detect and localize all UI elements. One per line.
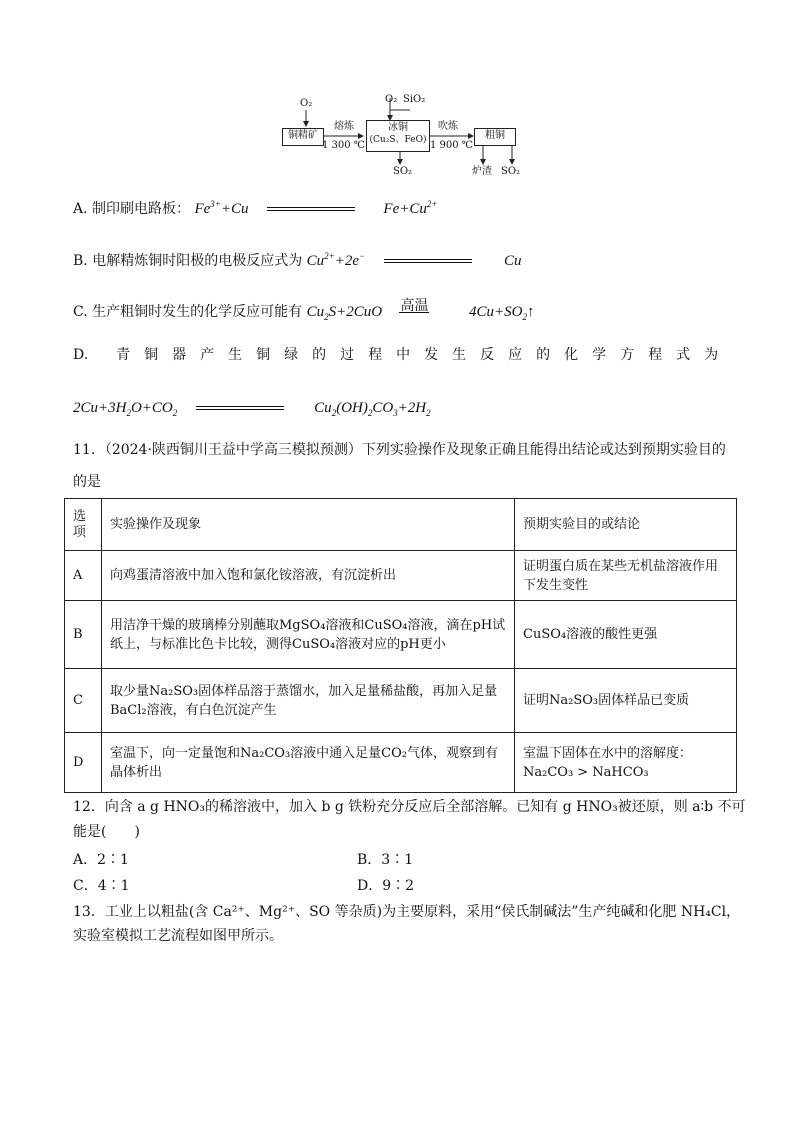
row-result-line2: Na₂CO₃ > NaHCO₃: [523, 764, 649, 780]
table-row: [65, 733, 737, 793]
option-d-equation: [73, 398, 431, 418]
row-option: B: [65, 601, 102, 669]
option-b-reactants: $Cu^{2+}+2e^-$: [306, 251, 366, 269]
step1-name: 熔炼: [334, 121, 354, 132]
option-d: [73, 345, 718, 365]
matte-label: 冰铜: [388, 122, 408, 133]
row-operation: 取少量Na₂SO₃固体样品溶于蒸馏水，加入足量稀盐酸，再加入足量BaCl₂溶液，有白色沉淀产生: [102, 669, 515, 733]
so2-output-crude: SO₂: [501, 166, 521, 177]
sio2-input: SiO₂: [403, 94, 426, 105]
row-result: 证明Na₂SO₃固体样品已变质: [515, 669, 737, 733]
header-operation: 实验操作及现象: [102, 499, 515, 551]
option-d-text: D. 青 铜 器 产 生 铜 绿 的 过 程 中 发 生 反 应 的 化 学 方 程 式 为: [73, 347, 719, 363]
q12-choice-c: C．4∶1: [73, 878, 130, 894]
o2-input: O₂: [385, 94, 398, 105]
matte-composition: (Cu₂S、FeO): [369, 135, 427, 145]
reaction-condition: [393, 297, 455, 314]
matte-box: [366, 120, 430, 152]
slag-output: 炉渣: [472, 166, 492, 177]
table-header-row: [65, 499, 737, 551]
row-result-line1: 室温下固体在水中的溶解度：: [523, 745, 693, 761]
q12-stem-end: 能是( ): [73, 824, 140, 840]
q13-stem-end: 实验室模拟工艺流程如图甲所示。: [73, 928, 283, 944]
q12-stem: 12．向含 a g HNO₃的稀溶液中，加入 b g 铁粉充分反应后全部溶解。已知有 g HNO₃被还原，则 a∶b 不可: [73, 799, 746, 815]
row-operation: 用洁净干燥的玻璃棒分别蘸取MgSO₄溶液和CuSO₄溶液，滴在pH试纸上，与标准比色卡比较，测得CuSO₄溶液对应的pH更小: [102, 601, 515, 669]
option-c-reactants: $Cu_2S+2CuO$: [306, 304, 383, 322]
crude-copper-box: [474, 128, 516, 146]
crude-copper-label: 粗铜: [485, 130, 505, 141]
o2-input-left: O₂: [300, 98, 313, 109]
option-b-products: Cu: [504, 253, 522, 269]
ore-label: 铜精矿: [288, 130, 318, 141]
option-a-reactants: $Fe^{3+}+Cu$: [194, 199, 249, 217]
step1-temperature: 1 300 ℃: [322, 140, 365, 151]
table-row: [65, 669, 737, 733]
row-result: CuSO₄溶液的酸性更强: [515, 601, 737, 669]
row-option: A: [65, 551, 102, 601]
equals-sign: [267, 207, 355, 211]
option-a-products: $Fe+Cu^{2+}$: [383, 199, 438, 217]
high-temperature-label: 高温: [400, 297, 429, 314]
q12-choice-d: D．9∶2: [357, 878, 415, 894]
step2-temperature: 1 900 ℃: [430, 140, 473, 151]
ore-box: [282, 128, 324, 146]
q13-stem: 13．工业上以粗盐(含 Ca²⁺、Mg²⁺、SO 等杂质)为主要原料，采用“侯氏制碱法”生产纯碱和化肥 NH₄Cl，: [73, 904, 741, 920]
option-d-reactants: $2Cu+3H_2O+CO_2$: [73, 400, 178, 418]
row-operation: 向鸡蛋清溶液中加入饱和氯化铵溶液，有沉淀析出: [102, 551, 515, 601]
option-a-text: A. 制印刷电路板：: [73, 201, 191, 217]
row-option: D: [65, 733, 102, 793]
option-c-text: C. 生产粗铜时发生的化学反应可能有: [73, 304, 303, 320]
table-row: [65, 551, 737, 601]
q11-table: [64, 498, 737, 793]
header-result: 预期实验目的或结论: [515, 499, 737, 551]
table-row: [65, 601, 737, 669]
row-operation: 室温下，向一定量饱和Na₂CO₃溶液中通入足量CO₂气体，观察到有晶体析出: [102, 733, 515, 793]
equals-sign: [384, 259, 472, 263]
option-a: [73, 199, 437, 219]
q11-stem: 11．（2024·陕西铜川王益中学高三模拟预测）下列实验操作及现象正确且能得出结论或达到预期实验目的: [73, 442, 726, 458]
equals-sign: [196, 406, 284, 410]
row-option: C: [65, 669, 102, 733]
option-b-text: B. 电解精炼铜时阳极的电极反应式为: [73, 253, 303, 269]
option-d-products: $Cu_2(OH)_2CO_3+2H_2$: [314, 400, 431, 418]
option-b: [73, 251, 522, 271]
option-c-products: $4Cu+SO_2↑$: [468, 304, 535, 322]
so2-output-matte: SO₂: [393, 166, 413, 177]
step2-name: 吹炼: [438, 121, 458, 132]
option-c: [73, 297, 535, 322]
header-option: 选项: [65, 499, 102, 551]
q12-choice-b: B．3∶1: [357, 852, 414, 868]
row-result: [515, 733, 737, 793]
q11-stem-end: 的是: [73, 474, 101, 490]
row-result: 证明蛋白质在某些无机盐溶液作用下发生变性: [515, 551, 737, 601]
q12-choice-a: A．2∶1: [73, 852, 129, 868]
